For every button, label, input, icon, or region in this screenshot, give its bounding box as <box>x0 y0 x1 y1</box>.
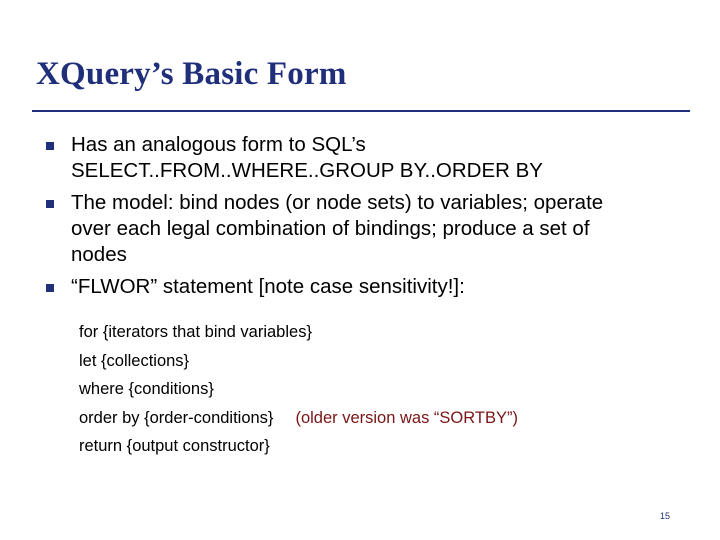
bullet-text-line: Has an analogous form to SQL’s <box>71 133 366 156</box>
flwor-for-line <box>79 318 518 347</box>
square-bullet-icon <box>46 142 54 150</box>
bullet-item <box>46 132 686 184</box>
flwor-clause: order by {order-conditions} <box>79 408 274 427</box>
slide-title: XQuery’s Basic Form <box>36 56 347 92</box>
title-underline <box>32 110 690 112</box>
page-number: 15 <box>660 511 671 521</box>
flwor-return-line <box>79 432 518 461</box>
bullet-item <box>46 274 686 300</box>
flwor-clause: let {collections} <box>79 351 190 370</box>
bullet-text-line: “FLWOR” statement [note case sensitivity!]: <box>71 275 465 298</box>
bullet-text-line: nodes <box>71 243 127 266</box>
flwor-clause: for {iterators that bind variables} <box>79 323 312 341</box>
flwor-note: (older version was “SORTBY”) <box>295 408 518 427</box>
square-bullet-icon <box>46 200 54 208</box>
flwor-let-line <box>79 347 518 376</box>
bullet-text-line: over each legal combination of bindings; produce a set of <box>71 217 590 240</box>
bullet-item <box>46 190 686 268</box>
flwor-clauses <box>79 318 518 461</box>
flwor-order-by-line <box>79 404 518 433</box>
flwor-where-line <box>79 375 518 404</box>
bullet-text-line: The model: bind nodes (or node sets) to variables; operate <box>71 191 604 214</box>
bullet-text-line: SELECT..FROM..WHERE..GROUP BY..ORDER BY <box>71 159 543 182</box>
square-bullet-icon <box>46 284 54 292</box>
bullet-list <box>46 132 686 306</box>
flwor-clause: where {conditions} <box>79 380 214 398</box>
flwor-clause: return {output constructor} <box>79 437 270 455</box>
